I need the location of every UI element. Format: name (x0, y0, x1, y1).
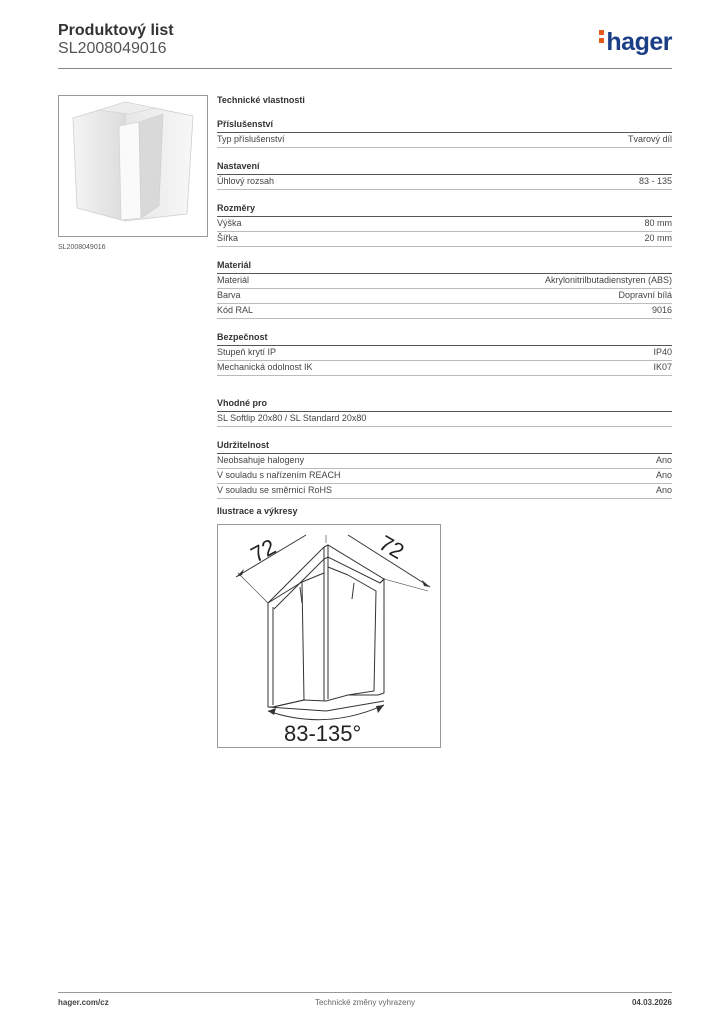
spec-group-material (217, 260, 672, 319)
spec-label: Neobsahuje halogeny (217, 455, 305, 465)
spec-group-accessory (217, 119, 672, 148)
spec-row (217, 469, 672, 484)
spec-label: Úhlový rozsah (217, 176, 275, 186)
header-divider (58, 68, 672, 69)
spec-label: Mechanická odolnost IK (217, 362, 313, 372)
spec-row (217, 175, 672, 190)
logo-text: hager (606, 28, 672, 56)
spec-value: 83 - 135 (638, 176, 672, 186)
group-title: Vhodné pro (217, 398, 672, 412)
spec-group-dimensions (217, 203, 672, 247)
spec-row (217, 304, 672, 319)
group-title: Příslušenství (217, 119, 672, 133)
spec-value: Ano (655, 470, 672, 480)
header (58, 22, 672, 68)
spec-row (217, 454, 672, 469)
group-title: Nastavení (217, 161, 672, 175)
spec-label: Kód RAL (217, 305, 254, 315)
spec-row (217, 346, 672, 361)
dimension-right-label: 72 (374, 530, 409, 565)
spec-row (217, 412, 672, 427)
spec-row (217, 217, 672, 232)
spec-row (217, 289, 672, 304)
spec-label: Barva (217, 290, 241, 300)
logo-dots-icon (599, 30, 604, 46)
page-title: Produktový list (58, 22, 174, 39)
spec-label: Materiál (217, 275, 250, 285)
footer-divider (58, 992, 672, 993)
spec-value: IP40 (653, 347, 672, 357)
spec-value: 20 mm (644, 233, 672, 243)
spec-group-safety (217, 332, 672, 376)
group-title: Bezpečnost (217, 332, 672, 346)
spec-value: Tvarový díl (627, 134, 672, 144)
spec-label: Typ příslušenství (217, 134, 285, 144)
product-code: SL2008049016 (58, 40, 167, 57)
spec-label: SL Softlip 20x80 / SL Standard 20x80 (217, 413, 367, 423)
spec-value: IK07 (653, 362, 672, 372)
footer-date: 04.03.2026 (631, 998, 672, 1007)
spec-value: Ano (655, 455, 672, 465)
spec-row (217, 232, 672, 247)
spec-label: Šířka (217, 233, 239, 243)
technical-drawing (217, 524, 441, 748)
group-title: Materiál (217, 260, 672, 274)
footer-website-link[interactable]: hager.com/cz (58, 998, 109, 1007)
hager-logo[interactable] (599, 28, 672, 57)
footer-note: Technické změny vyhrazeny (314, 998, 416, 1007)
spec-label: V souladu se směrnicí RoHS (217, 485, 333, 495)
spec-row (217, 274, 672, 289)
illustrations-title: Ilustrace a výkresy (217, 506, 298, 516)
spec-value: Akrylonitrilbutadienstyren (ABS) (544, 275, 672, 285)
spec-value: 9016 (651, 305, 672, 315)
group-title: Rozměry (217, 203, 672, 217)
spec-group-settings (217, 161, 672, 190)
dimension-left-label: 72 (246, 533, 280, 568)
specs-heading: Technické vlastnosti (217, 95, 305, 105)
spec-row (217, 484, 672, 499)
spec-value: Ano (655, 485, 672, 495)
spec-row (217, 361, 672, 376)
angle-range-label: 83-135° (284, 721, 362, 746)
spec-label: Stupeň krytí IP (217, 347, 277, 357)
spec-label: Výška (217, 218, 242, 228)
spec-row (217, 133, 672, 148)
corner-piece-drawing-icon (218, 525, 440, 747)
product-photo (58, 95, 208, 237)
technical-specs (217, 95, 672, 512)
spec-group-suitable-for (217, 398, 672, 427)
spec-group-sustainability (217, 440, 672, 499)
corner-piece-photo-icon (59, 96, 207, 236)
spec-label: V souladu s nařízením REACH (217, 470, 341, 480)
spec-value: 80 mm (644, 218, 672, 228)
group-title: Udržitelnost (217, 440, 672, 454)
spec-value: Dopravní bílá (618, 290, 672, 300)
photo-caption: SL2008049016 (58, 244, 106, 251)
